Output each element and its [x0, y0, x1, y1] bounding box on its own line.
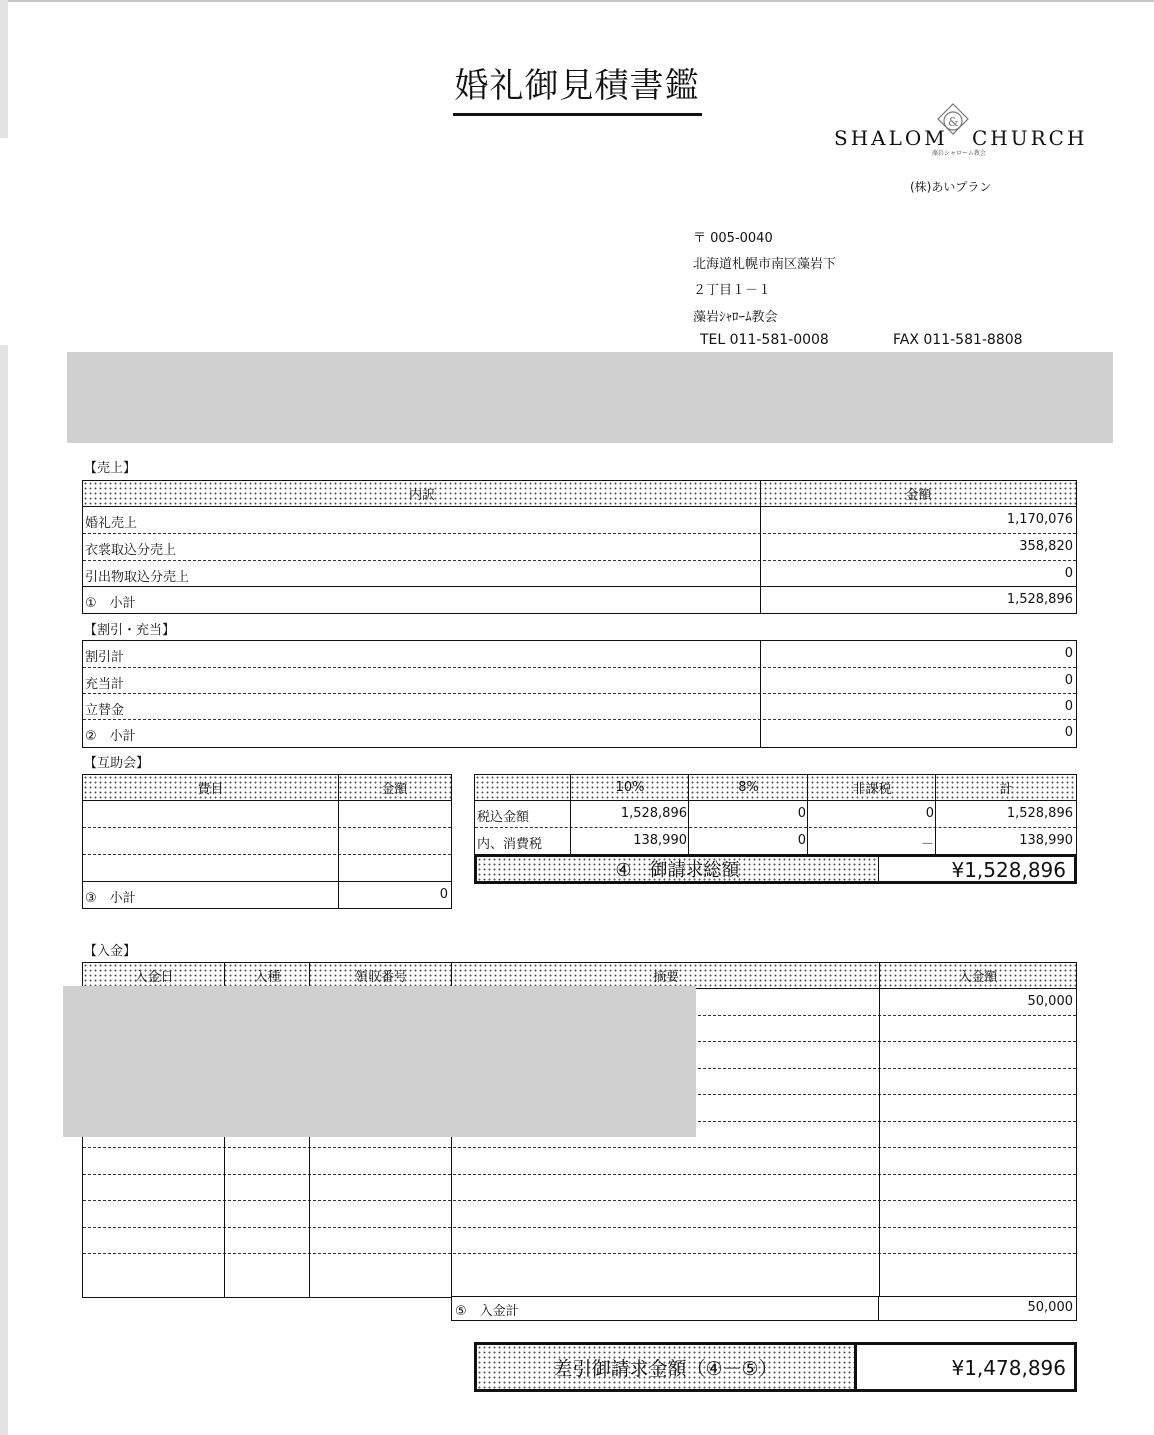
column-header-exempt: 非課税 [852, 782, 892, 797]
section-label-payments: 【入金】 [84, 944, 137, 959]
cell-exempt: 0 [925, 806, 934, 821]
table-row [83, 694, 1076, 720]
row-label: 税込金額 [477, 810, 530, 825]
column-divider [688, 775, 689, 854]
table-row [475, 828, 1076, 854]
subtotal-amount: 0 [439, 887, 448, 902]
payments-total-row [451, 1296, 1077, 1321]
row-item: 立替金 [85, 703, 125, 718]
address-line-3: 藻岩ｼｬﾛｰﾑ教会 [693, 310, 778, 325]
fax-number: FAX 011-581-8808 [893, 332, 1023, 348]
scan-edge-top [0, 0, 1154, 2]
cell-10pct: 1,528,896 [620, 806, 687, 821]
column-header-amount: 入金額 [958, 970, 998, 985]
subtotal-row [83, 882, 451, 908]
document-title: 婚礼御見積書鑑 [0, 58, 1154, 116]
logo-subtitle: 藻岩シャローム教会 [932, 150, 986, 157]
subtotal-row [83, 587, 1076, 613]
subtotal-amount: 0 [1064, 725, 1073, 740]
column-divider [935, 775, 936, 854]
column-header-8pct: 8% [738, 780, 759, 795]
column-divider [879, 963, 880, 1297]
phone-number: TEL 011-581-0008 [700, 332, 829, 348]
row-amount: 358,820 [1019, 539, 1073, 554]
payments-total-label: ⑤ 入金計 [455, 1304, 519, 1319]
redacted-area [67, 352, 1113, 443]
column-divider [760, 641, 761, 747]
discount-table [82, 640, 1077, 748]
column-divider [878, 1297, 879, 1320]
row-item: 引出物取込分売上 [85, 570, 190, 585]
table-row [83, 507, 1076, 534]
table-row [83, 534, 1076, 561]
logo-text-left: SHALOM [834, 126, 948, 150]
column-divider [760, 481, 761, 613]
table-header [83, 481, 1076, 507]
table-row [83, 1254, 1076, 1297]
column-header-10pct: 10% [615, 780, 645, 795]
tax-table [474, 774, 1077, 855]
balance-box [474, 1342, 1077, 1392]
section-label-discount: 【割引・充当】 [84, 623, 176, 638]
table-row [83, 1228, 1076, 1254]
address-line-2: ２丁目１－１ [693, 283, 772, 298]
table-row [83, 1148, 1076, 1175]
column-header-item: 内訳 [408, 488, 435, 503]
row-amount: 0 [1064, 566, 1073, 581]
column-divider [570, 775, 571, 854]
subtotal-label: ① 小計 [85, 596, 136, 611]
row-amount: 0 [1064, 673, 1073, 688]
row-item: 婚礼売上 [85, 516, 138, 531]
cell-8pct: 0 [797, 833, 806, 848]
column-header-date: 入金日 [134, 970, 174, 985]
subtotal-amount: 1,528,896 [1006, 592, 1073, 607]
row-item: 充当計 [85, 677, 125, 692]
cell-exempt: － [920, 837, 934, 852]
column-divider [338, 775, 339, 908]
table-row [83, 1175, 1076, 1201]
logo-emblem-icon [936, 102, 970, 146]
redacted-area [63, 986, 696, 1137]
section-label-sales: 【売上】 [84, 461, 137, 476]
column-header-item: 費目 [197, 782, 224, 797]
scan-edge-left-bottom [0, 345, 8, 1435]
subtotal-row [83, 720, 1076, 747]
cell-10pct: 138,990 [633, 833, 687, 848]
table-row [83, 668, 1076, 694]
column-header-total: 計 [999, 782, 1013, 797]
row-amount: 0 [1064, 646, 1073, 661]
church-logo [832, 115, 1088, 160]
column-header-receipt-no: 領収番号 [354, 970, 407, 985]
address-line-1: 北海道札幌市南区藻岩下 [693, 257, 837, 272]
cell-8pct: 0 [797, 806, 806, 821]
postal-code: 〒 005-0040 [693, 231, 773, 246]
subtotal-label: ② 小計 [85, 729, 136, 744]
mutual-table [82, 774, 452, 909]
table-header [475, 775, 1076, 801]
column-divider [807, 775, 808, 854]
company-name: (株)あいプラン [910, 180, 992, 194]
payment-amount: 50,000 [1027, 994, 1073, 1009]
table-row [83, 828, 451, 855]
row-item: 衣裳取込分売上 [85, 543, 177, 558]
payments-total-amount: 50,000 [1027, 1300, 1073, 1315]
row-amount: 1,170,076 [1006, 512, 1073, 527]
table-row [475, 801, 1076, 828]
balance-label: 差引御請求金額（④－⑤） [477, 1345, 857, 1389]
row-label: 内、消費税 [477, 837, 543, 852]
grand-total-amount: ¥1,528,896 [951, 858, 1066, 882]
cell-total: 1,528,896 [1006, 806, 1073, 821]
table-row [83, 641, 1076, 668]
column-header-description: 摘要 [652, 970, 679, 985]
cell-total: 138,990 [1019, 833, 1073, 848]
column-header-amount: 金額 [905, 488, 932, 503]
row-item: 割引計 [85, 650, 125, 665]
table-row [83, 561, 1076, 587]
svg-text:&: & [948, 115, 959, 129]
grand-total-label: ④ 御請求総額 [477, 857, 879, 881]
table-row [83, 1201, 1076, 1228]
logo-text-right: CHURCH [972, 126, 1088, 150]
balance-amount: ¥1,478,896 [951, 1356, 1066, 1380]
table-row [83, 801, 451, 828]
column-header-type: 入種 [254, 970, 281, 985]
subtotal-label: ③ 小計 [85, 891, 136, 906]
grand-total-box [474, 854, 1077, 884]
sales-table [82, 480, 1077, 614]
section-label-mutual: 【互助会】 [84, 756, 150, 771]
table-header [83, 775, 451, 801]
row-amount: 0 [1064, 699, 1073, 714]
column-header-amount: 金額 [381, 782, 408, 797]
table-row [83, 855, 451, 882]
